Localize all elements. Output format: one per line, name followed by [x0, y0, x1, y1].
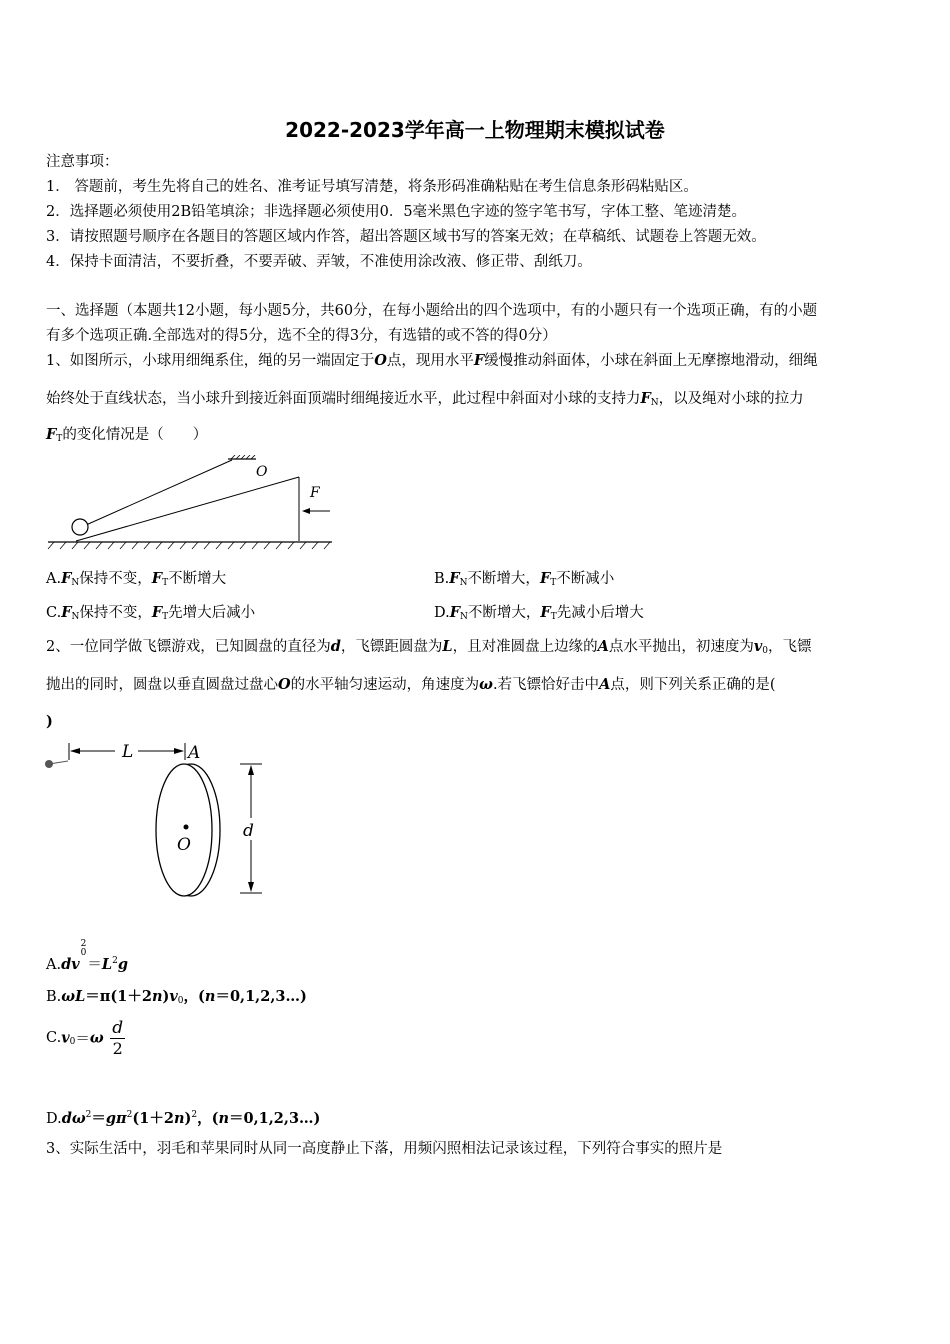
- q1-text-line2: 始终处于直线状态，当小球升到接近斜面顶端时细绳接近水平，此过程中斜面对小球的支持力$F_N$，以及绳对小球的拉力: [46, 390, 804, 408]
- disk-front: [156, 764, 212, 896]
- incline-surface: [76, 477, 299, 541]
- q1-text-line3: $F_T$的变化情况是（ ）: [46, 426, 208, 444]
- fraction-d-over-2: $\frac{d}{2}$: [112, 1018, 124, 1058]
- q1-option-a[interactable]: $A.F_N$保持不变，$F_T$不断增大: [46, 570, 227, 588]
- frac-index: 2 0: [80, 939, 87, 958]
- q2-option-b[interactable]: $B.\omega L=\pi(1+2n)v_0$，(n＝0,1,2,3…): [46, 988, 307, 1006]
- section-instructions-line2: 有多个选项正确.全部选对的得5分，选不全的得3分，有选错的或不答的得0分）: [46, 328, 557, 344]
- label-A: A: [188, 743, 201, 763]
- page-title: 2022-2023学年高一上物理期末模拟试卷: [285, 118, 665, 142]
- notice-item-2: 2．选择题必须使用2B铅笔填涂；非选择题必须使用0．5毫米黑色字迹的签字笔书写，字体工整、笔迹清楚。: [46, 204, 747, 220]
- label-F: F: [310, 485, 320, 501]
- label-d: d: [243, 821, 254, 841]
- label-L: L: [122, 742, 134, 762]
- q3-text-line1: 3、实际生活中，羽毛和苹果同时从同一高度静止下落，用频闪照相法记录该过程，下列符合事实的照片是: [46, 1141, 723, 1157]
- q2-dartboard-figure: [40, 738, 280, 898]
- label-O: O: [177, 835, 191, 855]
- q2-text-line2: 抛出的同时，圆盘以垂直圆盘过盘心O的水平轴匀速运动，角速度为ω.若飞镖恰好击中A点，则下列关系正确的是(: [46, 676, 776, 693]
- q2-option-d[interactable]: $D.d\omega^2=g\pi^2(1+2n)^2$，(n＝0,1,2,3…): [46, 1110, 321, 1127]
- notice-item-3: 3．请按照题号顺序在各题目的答题区域内作答，超出答题区域书写的答案无效；在草稿纸、试题卷上答题无效。: [46, 229, 766, 245]
- q2-option-a[interactable]: A.dv 2 0 $=L^2g$: [46, 939, 128, 973]
- q2-text-line1: 2、一位同学做飞镖游戏，已知圆盘的直径为d，飞镖距圆盘为L，且对准圆盘上边缘的A点水平抛出，初速度为$v_0$，飞镖: [46, 638, 812, 656]
- rope: [86, 460, 232, 525]
- q2-text-line3: ): [46, 713, 53, 730]
- ceiling-hatch: [231, 455, 255, 459]
- q1-option-d[interactable]: $D.F_N$不断增大，$F_T$先减小后增大: [434, 604, 644, 622]
- ball: [72, 519, 88, 535]
- q1-option-c[interactable]: $C.F_N$保持不变，$F_T$先增大后减小: [46, 604, 256, 622]
- q1-incline-figure: [46, 455, 336, 555]
- q1-option-b[interactable]: $B.F_N$不断增大，$F_T$不断减小: [434, 570, 615, 588]
- label-O: O: [256, 464, 268, 480]
- section-instructions-line1: 一、选择题（本题共12小题，每小题5分，共60分，在每小题给出的四个选项中，有的小题只有一个选项正确，有的小题: [46, 303, 818, 319]
- notice-heading: 注意事项：: [46, 154, 119, 170]
- q2-option-c[interactable]: $C.v_0=\omega$ $\frac{d}{2}$: [46, 1018, 124, 1058]
- q1-text-line1: 1、如图所示，小球用细绳系住，绳的另一端固定于O点，现用水平F缓慢推动斜面体，小球在斜面上无摩擦地滑动，细绳: [46, 352, 818, 369]
- force-arrowhead: [302, 508, 310, 514]
- notice-item-4: 4．保持卡面清洁，不要折叠，不要弄破、弄皱，不准使用涂改液、修正带、刮纸刀。: [46, 254, 592, 270]
- disk-center: [184, 825, 189, 830]
- notice-item-1: 1． 答题前，考生先将自己的姓名、准考证号填写清楚，将条形码准确粘贴在考生信息条形码粘贴区。: [46, 179, 698, 195]
- ground-hatch: [48, 542, 330, 549]
